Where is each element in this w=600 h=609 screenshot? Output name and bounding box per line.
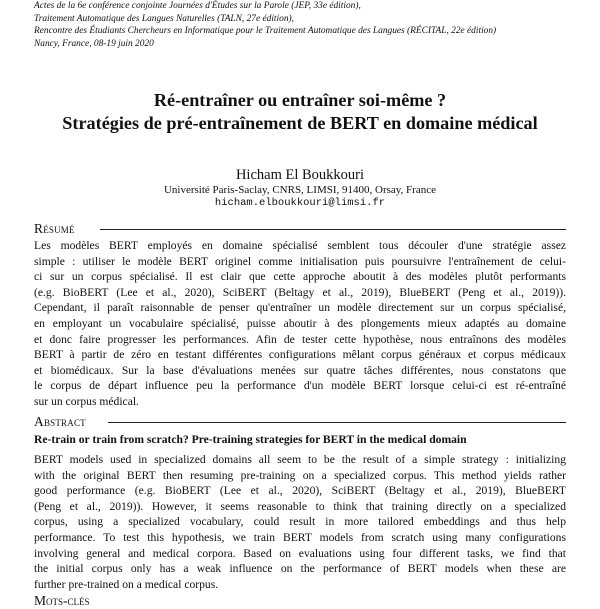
resume-line: simple : utiliser le modèle BERT originel comme initialisation puis poursuivre l'entraînement de celui- (34, 254, 566, 268)
resume-line: Cependant, il paraît raisonnable de penser qu'entraîner un modèle directement sur un corpus spécialisé, (34, 301, 566, 315)
abstract-line: the initial corpus only has a weak influence on the performance of BERT models when these are (34, 562, 566, 576)
resume-rule (100, 229, 566, 230)
paper-title-line-1: Ré-entraîner ou entraîner soi-même ? (153, 90, 447, 110)
abstract-line: corpus, using a specialized vocabulary, could result in more tailored embeddings and thus help (34, 515, 566, 529)
abstract-line: further pre-trained on a medical corpus. (34, 577, 219, 591)
resume-paragraph (34, 238, 566, 410)
resume-line: (e.g. BioBERT (Lee et al., 2020), SciBERT (Beltagy et al., 2019), BlueBERT (Peng et al., 2019)). (34, 285, 566, 299)
resume-line: ci sur un corpus spécialisé. Il est clair que cette approche aboutit à des modèles plutôt performants (34, 270, 566, 284)
abstract-rule (108, 422, 566, 423)
abstract-title: Re-train or train from scratch? Pre-training strategies for BERT in the medical domain (34, 433, 467, 446)
abstract-line: performance. To test this hypothesis, we train BERT models from scratch using many configurations (34, 530, 566, 544)
keywords-heading-fragment: Mots-clés (34, 593, 90, 608)
resume-line: sur un corpus médical. (34, 394, 139, 408)
conference-line: Nancy, France, 08-19 juin 2020 (34, 38, 154, 49)
abstract-line: good performance (e.g. BioBERT (Lee et al., 2020), SciBERT (Beltagy et al., 2019), BlueBERT (34, 484, 566, 498)
abstract-heading: Abstract (34, 414, 86, 429)
author-affiliation: Université Paris-Saclay, CNRS, LIMSI, 91400, Orsay, France (163, 184, 436, 196)
resume-line: et donc faire progresser les performances. Afin de tester cette hypothèse, nous entraînons des modèles (34, 332, 566, 346)
conference-line: Actes de la 6e conférence conjointe Journées d'Études sur la Parole (JEP, 33e édition), (34, 1, 361, 11)
abstract-line: with the original BERT then resuming pre-training on a specialized corpus. This method yields rather (34, 468, 566, 482)
abstract-line: (Peng et al., 2019)). However, it seems reasonable to think that training directly on a specialized (34, 499, 566, 513)
resume-line: et biomédicaux. Sur la base d'évaluations menées sur quatre tâches différentes, nous constatons que (34, 363, 566, 377)
author-name: Hicham El Boukkouri (235, 167, 365, 183)
abstract-paragraph (34, 452, 566, 592)
abstract-line: BERT models used in specialized domains all seem to be the result of a simple strategy : initializing (34, 453, 566, 466)
abstract-line: involving general and medical corpora. Based on evaluations using four different tasks, we find that (34, 546, 566, 560)
resume-heading: Résumé (34, 221, 75, 236)
conference-line: Rencontre des Étudiants Chercheurs en Informatique pour le Traitement Automatique des Langues (RÉCITAL, 22e édition) (34, 26, 497, 36)
author-email: hicham.elboukkouri@limsi.fr (214, 197, 386, 209)
resume-line: le corpus de départ influence peu la performance d'un modèle BERT lorsque celui-ci est ré-entraîné (34, 379, 566, 393)
resume-line: BERT à partir de zéro en testant différentes configurations mêlant corpus généraux et corpus médicaux (34, 348, 566, 362)
resume-line: en employant un vocabulaire spécialisé, puisse aboutir à des plongements mieux adaptés au domaine (34, 316, 566, 330)
conference-line: Traitement Automatique des Langues Naturelles (TALN, 27e édition), (34, 13, 294, 24)
conference-info (34, 0, 574, 50)
paper-title-line-2: Stratégies de pré-entraînement de BERT en domaine médical (62, 113, 538, 133)
resume-line: Les modèles BERT employés en domaine spécialisé semblent tous découler d'une stratégie assez (34, 239, 566, 252)
